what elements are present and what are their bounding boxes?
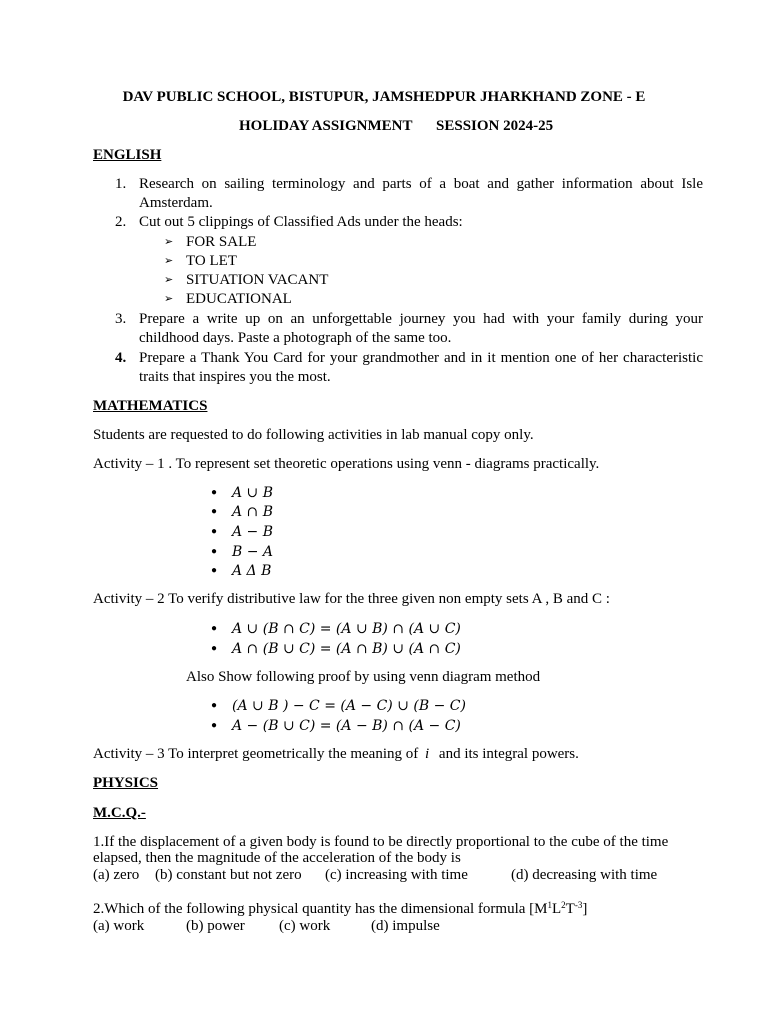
question-2-stem: 2.Which of the following physical quantity has the dimensional formula [M bbox=[93, 901, 548, 917]
question-2-text bbox=[93, 900, 587, 918]
english-item-4-line1: Prepare a Thank You Card for your grandmother and in it mention one of her characteristic bbox=[139, 350, 703, 366]
bullet-icon: ● bbox=[211, 643, 218, 654]
session-label: SESSION 2024-25 bbox=[436, 118, 554, 134]
question-2-option-a: (a) work bbox=[93, 918, 145, 934]
bullet-icon: ● bbox=[211, 700, 218, 711]
mcq-heading: M.C.Q.- bbox=[93, 805, 146, 821]
bullet-icon: ● bbox=[211, 546, 218, 557]
length-symbol: L bbox=[552, 901, 562, 917]
english-item-1-number: 1. bbox=[115, 176, 127, 192]
physics-heading: PHYSICS bbox=[93, 775, 159, 791]
set-operation: A − B bbox=[232, 524, 274, 540]
set-operation: B − A bbox=[232, 544, 274, 560]
set-operation: A ∪ B bbox=[232, 485, 274, 501]
arrow-bullet-icon: ➢ bbox=[164, 255, 174, 267]
english-item-2-line1: Cut out 5 clippings of Classified Ads under the heads: bbox=[139, 214, 463, 230]
question-1-line2: elapsed, then the magnitude of the acceleration of the body is bbox=[93, 850, 461, 866]
set-operation: A Δ B bbox=[232, 563, 272, 579]
activity-3-text bbox=[93, 745, 579, 763]
arrow-bullet-icon: ➢ bbox=[164, 236, 174, 248]
question-2-option-d: (d) impulse bbox=[371, 918, 440, 934]
classified-head-item: SITUATION VACANT bbox=[186, 272, 329, 288]
formula-close-bracket: ] bbox=[582, 901, 588, 917]
english-item-1-line2: Amsterdam. bbox=[139, 195, 213, 211]
english-item-3-line1: Prepare a write up on an unforgettable journey you had with your family during your bbox=[139, 311, 703, 327]
mathematics-heading: MATHEMATICS bbox=[93, 398, 208, 414]
length-exponent: 2 bbox=[561, 900, 566, 910]
question-1-option-b: (b) constant but not zero bbox=[155, 867, 302, 883]
time-symbol: T bbox=[565, 901, 575, 917]
bullet-icon: ● bbox=[211, 565, 218, 576]
question-1-line1: 1.If the displacement of a given body is found to be directly proportional to the cube of the time bbox=[93, 834, 669, 850]
arrow-bullet-icon: ➢ bbox=[164, 274, 174, 286]
question-1-option-d: (d) decreasing with time bbox=[511, 867, 658, 883]
english-item-3-number: 3. bbox=[115, 311, 127, 327]
english-item-2-number: 2. bbox=[115, 214, 127, 230]
english-item-3-line2: childhood days. Paste a photograph of the same too. bbox=[139, 330, 452, 346]
classified-head-item: TO LET bbox=[186, 253, 237, 269]
activity-2-text: Activity – 2 To verify distributive law for the three given non empty sets A , B and C : bbox=[93, 591, 610, 607]
question-1-option-c: (c) increasing with time bbox=[325, 867, 468, 883]
time-exponent: -3 bbox=[574, 900, 583, 910]
question-2-option-b: (b) power bbox=[186, 918, 245, 934]
imaginary-unit: i bbox=[425, 746, 430, 762]
distributive-law: A ∩ (B ∪ C) = (A ∩ B) ∪ (A ∩ C) bbox=[232, 641, 461, 657]
bullet-icon: ● bbox=[211, 506, 218, 517]
english-item-4-line2: traits that inspires you the most. bbox=[139, 369, 331, 385]
venn-proof: A − (B ∪ C) = (A − B) ∩ (A − C) bbox=[232, 718, 461, 734]
english-heading: ENGLISH bbox=[93, 147, 162, 163]
assignment-title: HOLIDAY ASSIGNMENT bbox=[239, 118, 413, 134]
activity-3-post: and its integral powers. bbox=[438, 746, 579, 762]
bullet-icon: ● bbox=[211, 487, 218, 498]
school-title: DAV PUBLIC SCHOOL, BISTUPUR, JAMSHEDPUR JHARKHAND ZONE - E bbox=[122, 89, 646, 105]
classified-head-item: FOR SALE bbox=[186, 234, 257, 250]
bullet-icon: ● bbox=[211, 623, 218, 634]
math-intro: Students are requested to do following activities in lab manual copy only. bbox=[93, 427, 534, 443]
bullet-icon: ● bbox=[211, 720, 218, 731]
distributive-law: A ∪ (B ∩ C) = (A ∪ B) ∩ (A ∪ C) bbox=[232, 621, 461, 637]
venn-proof: (A ∪ B ) − C = (A − C) ∪ (B − C) bbox=[232, 698, 466, 714]
bullet-icon: ● bbox=[211, 526, 218, 537]
question-2-option-c: (c) work bbox=[279, 918, 331, 934]
set-operation: A ∩ B bbox=[232, 504, 274, 520]
english-item-4-number: 4. bbox=[115, 350, 127, 366]
question-1-option-a: (a) zero bbox=[93, 867, 140, 883]
classified-head-item: EDUCATIONAL bbox=[186, 291, 292, 307]
also-show-text: Also Show following proof by using venn diagram method bbox=[186, 669, 541, 685]
arrow-bullet-icon: ➢ bbox=[164, 293, 174, 305]
mass-exponent: 1 bbox=[547, 900, 552, 910]
english-item-1-line1: Research on sailing terminology and parts of a boat and gather information about Isle bbox=[139, 176, 703, 192]
activity-1-text: Activity – 1 . To represent set theoretic operations using venn - diagrams practically. bbox=[93, 456, 600, 472]
activity-3-pre: Activity – 3 To interpret geometrically the meaning of bbox=[93, 746, 419, 762]
